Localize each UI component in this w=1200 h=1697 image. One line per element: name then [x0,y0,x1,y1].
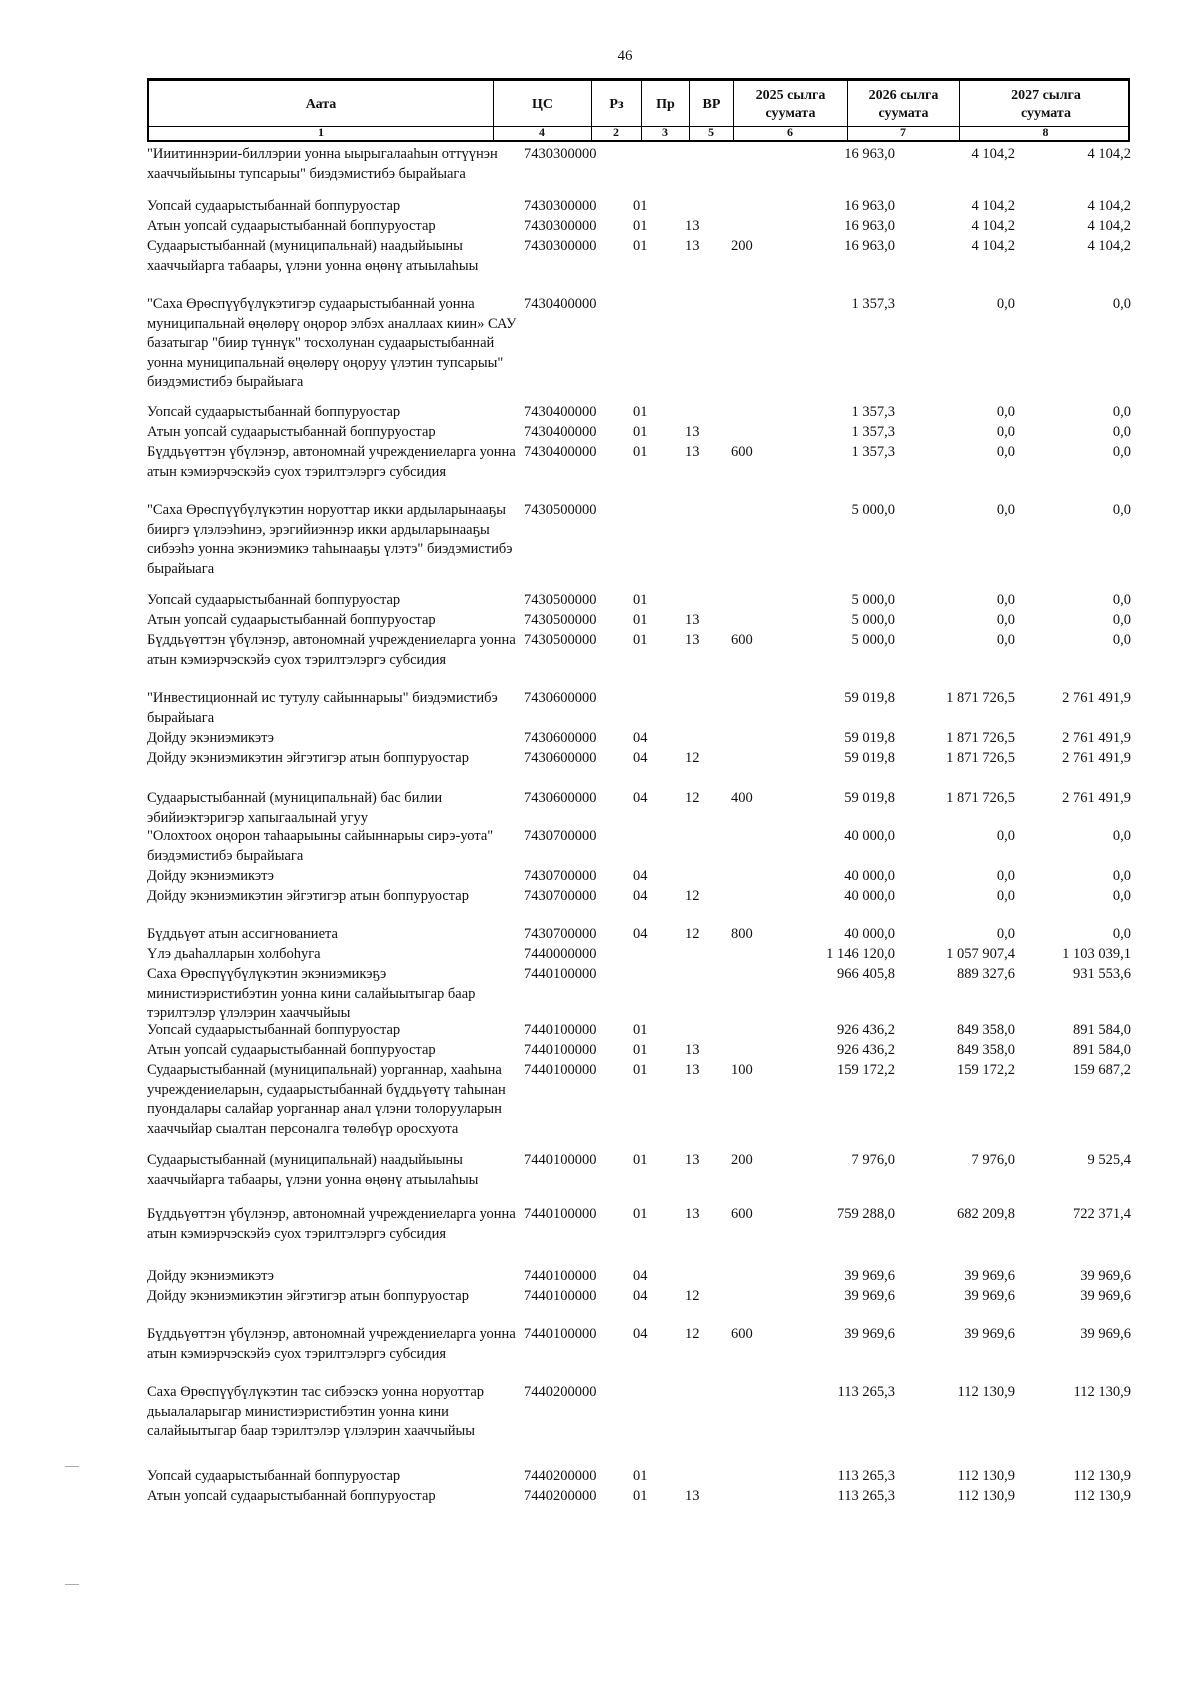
row-pr-code: 13 [685,238,700,254]
row-cs-code: 7440100000 [524,1042,597,1058]
row-amount-2027: 0,0 [1112,632,1131,648]
row-amount-2026: 0,0 [996,612,1015,628]
row-rz-code: 01 [633,404,648,420]
header-column-number: 7 [900,125,906,139]
row-name: Дойду экэниэмикэтин эйгэтигэр атын боппуруостар [147,888,469,904]
row-amount-2025: 59 019,8 [844,690,895,706]
row-name: Дойду экэниэмикэтэ [147,1268,275,1284]
row-amount-2027: 4 104,2 [1087,218,1131,234]
row-pr-code: 12 [685,888,700,904]
row-amount-2025: 7 976,0 [851,1152,895,1168]
header-column-number: 2 [613,125,619,139]
row-cs-code: 7430500000 [524,612,597,628]
row-cs-code: 7430700000 [524,888,597,904]
header-number-row [149,126,1128,140]
row-amount-2027: 39 969,6 [1080,1326,1131,1342]
row-vr-code: 400 [731,790,753,806]
row-amount-2025: 113 265,3 [837,1468,895,1484]
row-name: Саха Өрөспүүбүлүкэтин тас сибээскэ уонна норуоттар дьыалаларыгар министиэристибэтин уонна кини салайыытыгар баар тэрилтэлэр үлэлэрин хааччыйыы [147,1384,485,1439]
row-name: Судаарыстыбаннай (муниципальнай) уорганнар, хааhына учреждениеларын, судаарыстыбаннай бүддьүөтү таhынан пуондалары салайар уорганнар анал үлэни толорууларын хааччыйар сыалтан персоналга төлөбүр оросхуота [147,1062,506,1137]
row-cs-code: 7440200000 [524,1488,597,1504]
row-cs-code: 7440100000 [524,1062,597,1078]
header-column-number: 1 [318,125,324,139]
row-amount-2027: 1 103 039,1 [1062,946,1131,962]
row-amount-2025: 40 000,0 [844,926,895,942]
row-vr-code: 200 [731,238,753,254]
row-rz-code: 01 [633,1488,648,1504]
row-amount-2025: 16 963,0 [844,218,895,234]
row-amount-2026: 0,0 [996,502,1015,518]
row-rz-code: 04 [633,1268,648,1284]
header-rz: Рз [591,81,641,140]
row-name: Бүддьүөттэн үбүлэнэр, автономнай учреждениеларга уонна атын кэмиэрчэскэйэ суох тэрилтэлэргэ субсидия [147,444,516,480]
row-amount-2026: 0,0 [996,592,1015,608]
row-amount-2027: 2 761 491,9 [1062,730,1131,746]
row-pr-code: 13 [685,218,700,234]
row-pr-code: 12 [685,1326,700,1342]
row-vr-code: 600 [731,444,753,460]
row-amount-2026: 112 130,9 [957,1468,1015,1484]
row-amount-2027: 112 130,9 [1073,1468,1131,1484]
row-amount-2027: 2 761 491,9 [1062,790,1131,806]
row-rz-code: 04 [633,868,648,884]
header-cs: ЦС [493,81,591,140]
row-name: Дойду экэниэмикэтэ [147,730,275,746]
row-cs-code: 7430300000 [524,238,597,254]
row-amount-2027: 0,0 [1112,592,1131,608]
table-header [147,78,1130,142]
row-amount-2026: 0,0 [996,404,1015,420]
row-amount-2027: 722 371,4 [1073,1206,1131,1222]
row-amount-2026: 1 871 726,5 [946,750,1015,766]
row-amount-2026: 4 104,2 [971,238,1015,254]
row-name: Саха Өрөспүүбүлүкэтин экэниэмикэҕэ министиэристибэтин уонна кини салайыытыгар баар тэрилтэлэр үлэлэрин хааччыйыы [147,966,476,1021]
header-2026: 2026 сылга суумата [847,81,959,140]
row-amount-2025: 926 436,2 [837,1022,895,1038]
row-cs-code: 7430300000 [524,198,597,214]
row-amount-2026: 0,0 [996,632,1015,648]
row-cs-code: 7430600000 [524,750,597,766]
row-rz-code: 01 [633,218,648,234]
row-amount-2026: 4 104,2 [971,218,1015,234]
row-name: Дойду экэниэмикэтин эйгэтигэр атын боппуруостар [147,750,469,766]
row-amount-2025: 113 265,3 [837,1384,895,1400]
header-pr: Пр [641,81,689,140]
row-amount-2026: 7 976,0 [971,1152,1015,1168]
row-rz-code: 01 [633,1206,648,1222]
row-name: "Олохтоох оңорон таhаарыыны сайыннарыы сирэ-уота" биэдэмистибэ бырайыага [147,828,494,864]
row-cs-code: 7430400000 [524,296,597,312]
row-cs-code: 7430600000 [524,690,597,706]
row-amount-2026: 1 871 726,5 [946,790,1015,806]
row-name: Судаарыстыбаннай (муниципальнай) наадыйыыны хааччыйарга табаары, үлэни уонна өңөнү атыылаhыы [147,1152,479,1188]
row-rz-code: 01 [633,238,648,254]
row-name: "Ииитиннэрии-биллэрии уонна ыырыгалааhын оттүүнэн хааччыйыыны тупсарыы" биэдэмистибэ бырайыага [147,146,498,182]
row-name: Уопсай судаарыстыбаннай боппуруостар [147,404,401,420]
row-amount-2027: 0,0 [1112,612,1131,628]
row-amount-2026: 4 104,2 [971,198,1015,214]
row-cs-code: 7430400000 [524,444,597,460]
row-cs-code: 7440100000 [524,1152,597,1168]
row-amount-2025: 39 969,6 [844,1326,895,1342]
row-name: "Саха Өрөспүүбүлүкэтин норуоттар икки ардыларынааҕы бииргэ үлэлээhинэ, эрэгийиэннэр икки ардыларынааҕы сибээhэ уонна экэниэмикэ таhынааҕы үлэтэ" биэдэмистибэ бырайыага [147,502,513,577]
row-amount-2026: 682 209,8 [957,1206,1015,1222]
row-cs-code: 7430400000 [524,424,597,440]
row-vr-code: 600 [731,632,753,648]
row-rz-code: 01 [633,592,648,608]
row-rz-code: 01 [633,1022,648,1038]
row-amount-2025: 40 000,0 [844,828,895,844]
row-amount-2027: 2 761 491,9 [1062,690,1131,706]
row-amount-2026: 849 358,0 [957,1042,1015,1058]
row-amount-2027: 931 553,6 [1073,966,1131,982]
row-cs-code: 7430400000 [524,404,597,420]
row-amount-2027: 9 525,4 [1087,1152,1131,1168]
row-amount-2026: 0,0 [996,444,1015,460]
row-vr-code: 600 [731,1326,753,1342]
row-amount-2025: 59 019,8 [844,790,895,806]
row-amount-2026: 39 969,6 [964,1268,1015,1284]
row-amount-2025: 759 288,0 [837,1206,895,1222]
row-cs-code: 7440000000 [524,946,597,962]
row-rz-code: 04 [633,1326,648,1342]
row-amount-2027: 891 584,0 [1073,1042,1131,1058]
header-2025: 2025 сылга суумата [733,81,847,140]
row-cs-code: 7440100000 [524,966,597,982]
row-amount-2025: 1 146 120,0 [826,946,895,962]
row-amount-2026: 39 969,6 [964,1326,1015,1342]
header-aata: Аата [305,96,337,112]
row-pr-code: 13 [685,444,700,460]
row-amount-2025: 39 969,6 [844,1268,895,1284]
row-amount-2025: 5 000,0 [851,632,895,648]
row-name: Үлэ дьаhалларын холбоhуга [147,946,321,962]
row-amount-2026: 112 130,9 [957,1488,1015,1504]
row-name: Атын уопсай судаарыстыбаннай боппуруостар [147,218,436,234]
row-rz-code: 04 [633,888,648,904]
row-rz-code: 04 [633,750,648,766]
row-amount-2027: 891 584,0 [1073,1022,1131,1038]
row-pr-code: 13 [685,424,700,440]
row-name: Атын уопсай судаарыстыбаннай боппуруостар [147,612,436,628]
row-name: Бүддьүөт атын ассигнованиета [147,926,338,942]
row-rz-code: 01 [633,632,648,648]
row-rz-code: 01 [633,1062,648,1078]
row-amount-2025: 16 963,0 [844,146,895,162]
row-pr-code: 13 [685,1488,700,1504]
row-name: Атын уопсай судаарыстыбаннай боппуруостар [147,1042,436,1058]
row-cs-code: 7430700000 [524,926,597,942]
row-amount-2027: 39 969,6 [1080,1268,1131,1284]
row-amount-2025: 1 357,3 [851,296,895,312]
row-amount-2027: 0,0 [1112,296,1131,312]
row-amount-2027: 4 104,2 [1087,238,1131,254]
header-column-number: 8 [1042,125,1049,139]
row-pr-code: 12 [685,790,700,806]
row-name: Уопсай судаарыстыбаннай боппуруостар [147,592,401,608]
row-rz-code: 04 [633,1288,648,1304]
row-amount-2025: 39 969,6 [844,1288,895,1304]
row-pr-code: 12 [685,750,700,766]
row-amount-2025: 59 019,8 [844,730,895,746]
row-cs-code: 7440100000 [524,1022,597,1038]
row-amount-2027: 0,0 [1112,926,1131,942]
row-name: Судаарыстыбаннай (муниципальнай) наадыйыыны хааччыйарга табаары, үлэни уонна өңөнү атыылаhыы [147,238,479,274]
row-rz-code: 01 [633,1468,648,1484]
header-column-number: 4 [539,125,545,139]
row-cs-code: 7440100000 [524,1288,597,1304]
row-amount-2026: 39 969,6 [964,1288,1015,1304]
row-amount-2026: 4 104,2 [971,146,1015,162]
row-amount-2025: 1 357,3 [851,424,895,440]
row-cs-code: 7430600000 [524,790,597,806]
header-column-number: 5 [708,125,714,139]
row-amount-2027: 0,0 [1112,868,1131,884]
row-amount-2025: 5 000,0 [851,502,895,518]
row-rz-code: 04 [633,790,648,806]
row-amount-2026: 0,0 [996,868,1015,884]
row-amount-2025: 926 436,2 [837,1042,895,1058]
row-cs-code: 7430500000 [524,502,597,518]
row-cs-code: 7430700000 [524,828,597,844]
row-amount-2025: 5 000,0 [851,612,895,628]
row-amount-2026: 1 871 726,5 [946,690,1015,706]
row-pr-code: 13 [685,1206,700,1222]
row-rz-code: 01 [633,612,648,628]
row-vr-code: 200 [731,1152,753,1168]
row-name: Дойду экэниэмикэтэ [147,868,275,884]
row-amount-2027: 0,0 [1112,404,1131,420]
row-cs-code: 7430500000 [524,592,597,608]
row-cs-code: 7430500000 [524,632,597,648]
row-amount-2027: 159 687,2 [1073,1062,1131,1078]
row-amount-2026: 159 172,2 [957,1062,1015,1078]
row-cs-code: 7440200000 [524,1468,597,1484]
row-amount-2026: 0,0 [996,424,1015,440]
row-pr-code: 12 [685,926,700,942]
row-amount-2026: 0,0 [996,926,1015,942]
row-amount-2025: 966 405,8 [837,966,895,982]
row-amount-2026: 1 871 726,5 [946,730,1015,746]
row-rz-code: 01 [633,1042,648,1058]
row-pr-code: 12 [685,1288,700,1304]
row-pr-code: 13 [685,1062,700,1078]
row-pr-code: 13 [685,632,700,648]
row-amount-2027: 0,0 [1112,444,1131,460]
row-pr-code: 13 [685,1042,700,1058]
page-number: 46 [617,48,633,64]
row-cs-code: 7440200000 [524,1384,597,1400]
row-amount-2025: 113 265,3 [837,1488,895,1504]
row-amount-2027: 0,0 [1112,424,1131,440]
row-amount-2026: 889 327,6 [957,966,1015,982]
row-amount-2027: 39 969,6 [1080,1288,1131,1304]
row-cs-code: 7430300000 [524,218,597,234]
row-amount-2027: 0,0 [1112,502,1131,518]
row-amount-2027: 4 104,2 [1087,198,1131,214]
row-pr-code: 13 [685,1152,700,1168]
row-amount-2025: 1 357,3 [851,444,895,460]
row-name: Уопсай судаарыстыбаннай боппуруостар [147,198,401,214]
row-rz-code: 04 [633,730,648,746]
row-name: Атын уопсай судаарыстыбаннай боппуруостар [147,424,436,440]
row-name: Бүддьүөттэн үбүлэнэр, автономнай учреждениеларга уонна атын кэмиэрчэскэйэ суох тэрилтэлэргэ субсидия [147,1326,516,1362]
row-name: Уопсай судаарыстыбаннай боппуруостар [147,1022,401,1038]
row-name: Судаарыстыбаннай (муниципальнай) бас билии эбийиэктэригэр хапыгаалынай угуу [147,790,443,826]
row-cs-code: 7430700000 [524,868,597,884]
row-rz-code: 01 [633,424,648,440]
row-rz-code: 01 [633,444,648,460]
header-2027: 2027 сылга суумата [959,81,1132,140]
row-amount-2026: 0,0 [996,296,1015,312]
row-name: Дойду экэниэмикэтин эйгэтигэр атын боппуруостар [147,1288,469,1304]
row-amount-2025: 1 357,3 [851,404,895,420]
margin-mark [65,1466,79,1467]
row-cs-code: 7430600000 [524,730,597,746]
row-vr-code: 100 [731,1062,753,1078]
row-vr-code: 600 [731,1206,753,1222]
row-amount-2026: 0,0 [996,888,1015,904]
row-name: Бүддьүөттэн үбүлэнэр, автономнай учреждениеларга уонна атын кэмиэрчэскэйэ суох тэрилтэлэргэ субсидия [147,1206,516,1242]
header-column-number: 3 [662,125,668,139]
row-amount-2025: 16 963,0 [844,238,895,254]
row-name: Уопсай судаарыстыбаннай боппуруостар [147,1468,401,1484]
row-amount-2027: 112 130,9 [1073,1384,1131,1400]
row-amount-2027: 4 104,2 [1087,146,1131,162]
row-cs-code: 7440100000 [524,1206,597,1222]
row-amount-2027: 0,0 [1112,828,1131,844]
row-amount-2027: 2 761 491,9 [1062,750,1131,766]
row-rz-code: 04 [633,926,648,942]
row-amount-2027: 112 130,9 [1073,1488,1131,1504]
row-amount-2026: 1 057 907,4 [946,946,1015,962]
row-amount-2026: 849 358,0 [957,1022,1015,1038]
row-amount-2025: 40 000,0 [844,888,895,904]
header-column-number: 6 [787,125,793,139]
row-amount-2025: 59 019,8 [844,750,895,766]
row-amount-2025: 16 963,0 [844,198,895,214]
row-rz-code: 01 [633,1152,648,1168]
row-rz-code: 01 [633,198,648,214]
row-cs-code: 7430300000 [524,146,597,162]
row-amount-2027: 0,0 [1112,888,1131,904]
row-cs-code: 7440100000 [524,1268,597,1284]
row-amount-2025: 40 000,0 [844,868,895,884]
row-amount-2025: 5 000,0 [851,592,895,608]
row-pr-code: 13 [685,612,700,628]
row-name: "Инвестиционнай ис тутулу сайыннарыы" биэдэмистибэ бырайыага [147,690,498,726]
margin-mark [65,1584,79,1585]
row-amount-2026: 112 130,9 [957,1384,1015,1400]
row-amount-2026: 0,0 [996,828,1015,844]
row-amount-2025: 159 172,2 [837,1062,895,1078]
row-cs-code: 7440100000 [524,1326,597,1342]
row-name: Атын уопсай судаарыстыбаннай боппуруостар [147,1488,436,1504]
row-vr-code: 800 [731,926,753,942]
row-name: "Саха Өрөспүүбүлүкэтигэр судаарыстыбаннай уонна муниципальнай өңөлөрү оңорор элбэх аналлаах киин» САУ базатыгар "биир түннүк" тосхолунан судаарыстыбаннай уонна муниципальнай өңөлөрү оңоруу үлэтин тупсарыы" биэдэмистибэ бырайыага [147,296,517,390]
header-vr: ВР [689,81,733,140]
row-name: Бүддьүөттэн үбүлэнэр, автономнай учреждениеларга уонна атын кэмиэрчэскэйэ суох тэрилтэлэргэ субсидия [147,632,516,668]
